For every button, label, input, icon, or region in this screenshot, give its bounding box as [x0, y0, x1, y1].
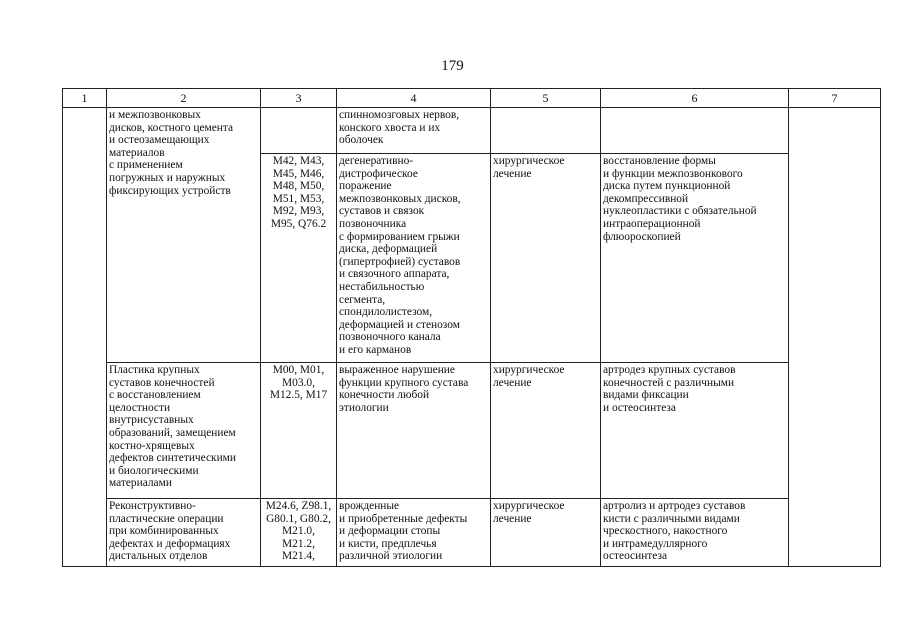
procedure-group-cell: и межпозвонковых дисков, костного цемента и остеозамещающих материалов с применением погружных и наружных фиксирующих устройств: [107, 108, 261, 363]
icd-codes-cell: [261, 108, 337, 154]
header-row: [63, 89, 881, 108]
table-row: [63, 499, 881, 567]
treatment-type-cell: хирургическое лечение: [491, 499, 601, 567]
procedure-group-cell: Реконструктивно- пластические операции при комбинированных дефектах и деформациях дистальных отделов: [107, 499, 261, 567]
method-cell: восстановление формы и функции межпозвонкового диска путем пункционной декомпрессивной нуклеопластики с обязательной интраоперационной флюороскопией: [601, 154, 789, 363]
diagnosis-cell: дегенеративно- дистрофическое поражение межпозвонковых дисков, суставов и связок позвоночника с формированием грыжи диска, деформацией (гипертрофией) суставов и связочного аппарата, нестабильностью сегмента, спондилолистезом, деформацией и стенозом позвоночного канала и его карманов: [337, 154, 491, 363]
icd-codes-cell: M24.6, Z98.1, G80.1, G80.2, M21.0, M21.2, M21.4,: [261, 499, 337, 567]
row-number-cell: [63, 108, 107, 567]
header-col-3: 3: [261, 89, 337, 108]
header-col-2: 2: [107, 89, 261, 108]
treatment-type-cell: хирургическое лечение: [491, 154, 601, 363]
method-cell: артродез крупных суставов конечностей с различными видами фиксации и остеосинтеза: [601, 363, 789, 499]
method-cell: [601, 108, 789, 154]
treatment-type-cell: [491, 108, 601, 154]
icd-codes-cell: M00, M01, M03.0, M12.5, M17: [261, 363, 337, 499]
header-col-6: 6: [601, 89, 789, 108]
treatment-type-cell: хирургическое лечение: [491, 363, 601, 499]
diagnosis-cell: спинномозговых нервов, конского хвоста и их оболочек: [337, 108, 491, 154]
header-col-4: 4: [337, 89, 491, 108]
table-row: [63, 363, 881, 499]
table-row: [63, 108, 881, 154]
page-number: 179: [441, 58, 464, 74]
header-col-1: 1: [63, 89, 107, 108]
header-col-5: 5: [491, 89, 601, 108]
diagnosis-cell: выраженное нарушение функции крупного сустава конечности любой этиологии: [337, 363, 491, 499]
header-col-7: 7: [789, 89, 881, 108]
icd-codes-cell: M42, M43, M45, M46, M48, M50, M51, M53, M92, M93, M95, Q76.2: [261, 154, 337, 363]
norm-cell: [789, 108, 881, 567]
procedures-table: [62, 88, 881, 567]
procedure-group-cell: Пластика крупных суставов конечностей с восстановлением целостности внутрисуставных образований, замещением костно-хрящевых дефектов синтетическими и биологическими материалами: [107, 363, 261, 499]
method-cell: артролиз и артродез суставов кисти с различными видами чрескостного, накостного и интрамедуллярного остеосинтеза: [601, 499, 789, 567]
diagnosis-cell: врожденные и приобретенные дефекты и деформации стопы и кисти, предплечья различной этиологии: [337, 499, 491, 567]
